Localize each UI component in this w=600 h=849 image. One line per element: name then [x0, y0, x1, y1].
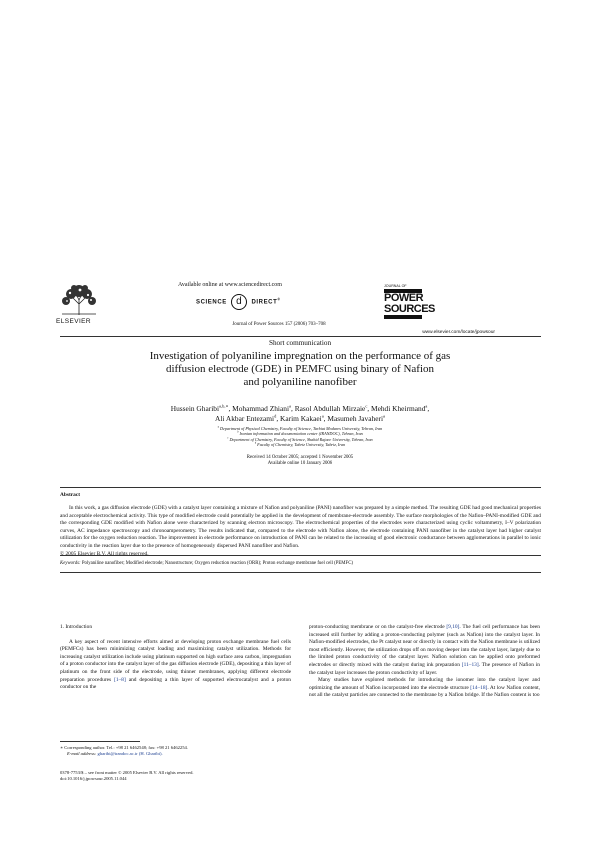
- citation-link[interactable]: [9,10]: [446, 624, 460, 630]
- author: Masumeh Javaheri$^a$: [327, 413, 385, 423]
- citation-link[interactable]: [1–8]: [114, 676, 126, 683]
- column-left: [60, 624, 291, 692]
- corresponding-author: ∗ Corresponding author. Tel.: +98 21 6462548; fax: +98 21 6462254.: [60, 745, 188, 750]
- email-line: E-mail address: gharibi@irandoc.ac.ir (H. Gharibi).: [67, 751, 163, 756]
- author: Ali Akbar Entezami$^d$,: [215, 413, 281, 423]
- abstract-body: [60, 505, 541, 558]
- keywords-top-divider: [60, 555, 541, 556]
- column-right: [309, 624, 540, 700]
- journal-logo-line1: POWER: [384, 292, 424, 304]
- affiliation: $^b$ Iranian information and documentation center (IRANDOC), Tehran, Iran: [237, 431, 363, 437]
- title-line-1: Investigation of polyaniline impregnation on the performance of gas: [149, 350, 451, 362]
- abstract-top-divider: [60, 487, 541, 488]
- online-date: Available online 10 January 2006: [267, 461, 333, 466]
- author: Mohammad Zhiani$^a$,: [232, 403, 295, 413]
- footnote: [60, 745, 291, 757]
- abstract-text: In this work, a gas diffusion electrode (GDE) with a catalyst layer containing a mixture of Nafion and polyaniline (PANI) nanofiber was prepared by a simple method. The resulting GDE had good mechanical properties and acceptable electrochemical activity. This type of modified electrode could potentially be applied in the development of membrane-electrode assembly. The surface morphologies of the Nafion–PANI-modified GDE and the corresponding GDE modified with Nafion alone were characterized by scanning electron microscopy. The electrochemical properties of the electrodes were characterized using cyclic voltammetry, I–V polarization curves, AC impedance spectroscopy and chronoamperometry. The results indicated that, compared to the electrode with Nafion alone, the electrode containing PANI nanofiber in the catalyst layer had higher catalyst utilization for the oxygen reduction reaction. The improvement in electrode performance on introduction of PANI can be related to the increasing of good electronic conductance between agglomerations in parallel to ionic conductivity in the reaction layer due to the presence of homogeneously dispersed PANI nanofiber and Nafion.: [60, 505, 541, 549]
- keywords-list: Polyaniline nanofiber; Modified electrode; Nanostructure; Oxygen reduction reaction (ORR); Proton exchange membrane fuel cell (PEMFC): [81, 561, 354, 566]
- author: Rasol Abdullah Mirzaie$^c$,: [294, 403, 371, 413]
- journal-url[interactable]: www.elsevier.com/locate/jpowsour: [422, 330, 495, 335]
- affiliations: [130, 426, 470, 448]
- journal-logo-top: JOURNAL OF: [384, 284, 407, 288]
- received-date: Received 14 October 2005; accepted 1 November 2005: [246, 455, 354, 460]
- available-online-text[interactable]: Available online at www.sciencedirect.com: [178, 282, 282, 288]
- email-link[interactable]: gharibi@irandoc.ac.ir (H. Gharibi).: [97, 751, 163, 756]
- registered-mark: ®: [277, 297, 281, 302]
- section-heading: 1. Introduction: [60, 624, 93, 630]
- journal-reference: Journal of Power Sources 157 (2006) 703–708: [232, 322, 326, 327]
- keywords: [60, 561, 541, 567]
- front-matter: [60, 770, 291, 782]
- article-type: Short communication: [268, 339, 332, 347]
- paragraph: Many studies have explored methods for introducing the ionomer into the catalyst layer and optimizing the amount of Nafion incorporated into the electrode structure [14–18]. At low Nafion content, not all the catalyst particles are connected to the membrane by a Nafion bridge. If the Nafion content is too: [309, 677, 540, 699]
- author: Hussein Gharibi$^{a,b,∗}$,: [170, 403, 233, 413]
- article-dates: [200, 455, 400, 467]
- author: Mehdi Kheirmand$^a$,: [371, 403, 430, 413]
- copyright: © 2005 Elsevier B.V. All rights reserved.: [60, 550, 149, 557]
- sciencedirect-left-text: SCIENCE: [196, 299, 227, 306]
- author: Karim Kakaei$^a$,: [280, 413, 328, 423]
- title-line-2: diffusion electrode (GDE) in PEMFC using binary of Nafion: [165, 363, 435, 375]
- header-divider: [60, 336, 541, 337]
- sciencedirect-at-icon: d: [231, 294, 247, 310]
- keywords-bottom-divider: [60, 572, 541, 573]
- journal-logo-line2: SOURCES: [384, 303, 435, 315]
- doi-line[interactable]: doi:10.1016/j.jpowsour.2005.11.044: [60, 776, 127, 781]
- affiliation: $^c$ Department of Chemistry, Faculty of Science, Shahid Rajaee University, Tehran, Iran: [227, 436, 373, 442]
- journal-logo: [384, 283, 435, 321]
- citation-link[interactable]: [14–18]: [470, 684, 488, 691]
- publisher-name: ELSEVIER: [56, 318, 91, 325]
- affiliation: $^d$ Faculty of Chemistry, Tabriz University, Tabriz, Iran: [254, 441, 346, 448]
- journal-logo-bar-bottom: [384, 315, 422, 319]
- sciencedirect-right-text: DIRECT: [251, 299, 278, 306]
- abstract-heading: Abstract: [60, 492, 81, 498]
- paragraph: proton-conducting membrane or on the catalyst-free electrode [9,10]. The fuel cell performance has been increased still further by adding a proton-conducting polymer (such as Nafion) into the catalyst layer. In Nafion-modified electrodes, the Pt catalyst near or directly in contact with the Nafion membrane is utilized most efficiently. However, the utilization drops off on moving deeper into the catalyst layer, largely due to the limited proton conductivity of the catalyst layer. Nafion solution can be applied onto preformed electrodes or directly mixed with the catalyst during ink preparation [11–13]. The presence of Nafion in the catalyst layer increases the proton conductivity of layer.: [309, 624, 540, 676]
- keywords-label: Keywords:: [60, 561, 81, 566]
- tree-icon: [58, 284, 100, 316]
- issn-line: 0378-7753/$ – see front matter © 2005 Elsevier B.V. All rights reserved.: [60, 770, 194, 775]
- article-title: [70, 350, 530, 389]
- citation-link[interactable]: [11–13]: [461, 661, 479, 668]
- footnote-divider: [60, 741, 140, 742]
- author-list: [92, 404, 508, 424]
- title-line-3: and polyaniline nanofiber: [243, 376, 357, 388]
- paragraph: A key aspect of recent intensive efforts aimed at developing proton exchange membrane fuel cells (PEMFCs) has been minimizing catalyst loading and maximizing catalyst utilization. Methods for increasing catalyst utilization include using platinum supported on high surface area carbon, impregnation of a proton conductor into the catalyst layer of the gas diffusion electrode (GDE), depositing a thin layer of platinum on the front side of the electrode, using thinner membranes, applying different electrode preparation procedures [1–8] and depositing a thin layer of supported electrocatalyst and a proton conductor on the: [60, 638, 292, 691]
- sciencedirect-logo[interactable]: [196, 294, 366, 310]
- affiliation: $^a$ Department of Physical Chemistry, Faculty of Science, Tarbiat Modares University, Tehran, Iran: [217, 425, 383, 431]
